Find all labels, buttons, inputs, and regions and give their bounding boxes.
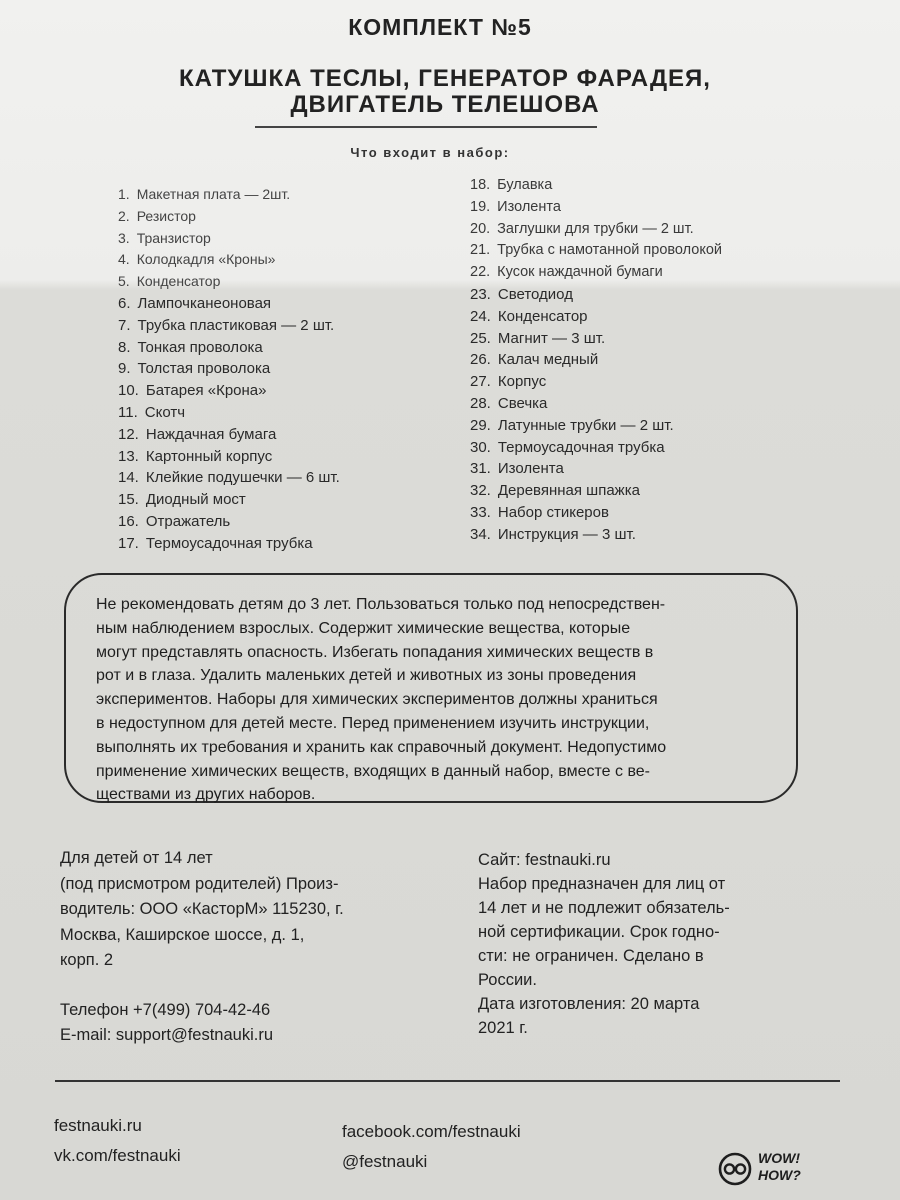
contents-item-text: Макетная плата — 2шт. xyxy=(136,186,291,202)
contents-item xyxy=(118,533,340,555)
warning-line: в недоступном для детей месте. Перед применением изучить инструкции, xyxy=(96,714,650,732)
footer-facebook: facebook.com/festnauki xyxy=(342,1122,521,1141)
contents-item-text: Трубка с намотанной проволокой xyxy=(497,242,723,259)
manufacturer-line: Москва, Каширское шоссе, д. 1, xyxy=(60,925,305,944)
warning-line: экспериментов. Наборы для химических экспериментов должны храниться xyxy=(96,691,658,709)
warning-line: ществами из других наборов. xyxy=(96,786,316,804)
contents-item-number: 30. xyxy=(470,438,491,456)
contents-item-number: 4. xyxy=(118,251,130,268)
footer-vk: vk.com/festnauki xyxy=(54,1146,181,1165)
contents-item-text: Батарея «Крона» xyxy=(145,382,267,400)
contents-item-number: 26. xyxy=(470,351,491,369)
safety-warning-box xyxy=(64,573,798,803)
contents-item-number: 28. xyxy=(470,394,491,412)
contents-item-text: Свечка xyxy=(497,394,548,412)
contents-item-text: Набор стикеров xyxy=(497,503,609,521)
contents-item xyxy=(118,293,340,315)
contents-item xyxy=(118,358,340,380)
contents-item-text: Латунные трубки — 2 шт. xyxy=(497,416,674,434)
certification-line: России. xyxy=(478,971,537,989)
contents-item-text: Толстая проволока xyxy=(137,360,271,378)
contents-item-number: 19. xyxy=(470,198,491,215)
contents-item-text: Инструкция — 3 шт. xyxy=(497,525,636,543)
contents-item xyxy=(118,424,340,446)
contents-item xyxy=(470,240,722,262)
title-divider xyxy=(255,126,597,128)
contents-item-number: 34. xyxy=(470,525,491,543)
contents-item-number: 25. xyxy=(470,329,491,347)
contents-heading: Что входит в набор: xyxy=(350,145,510,160)
contents-item-number: 1. xyxy=(118,186,130,202)
contents-list-right xyxy=(470,175,722,546)
contents-item-number: 31. xyxy=(470,460,491,478)
warning-line: Не рекомендовать детям до 3 лет. Пользоваться только под непосредствен- xyxy=(96,596,666,613)
logo-line-2: HOW? xyxy=(758,1167,801,1183)
contents-item-number: 7. xyxy=(118,316,131,334)
contents-item-number: 6. xyxy=(118,294,131,312)
contents-item xyxy=(118,206,340,228)
warning-line: применение химических веществ, входящих в данный набор, вместе с ве- xyxy=(96,762,650,780)
warning-line: могут представлять опасность. Избегать попадания химических веществ в xyxy=(96,643,654,661)
footer-links-left xyxy=(54,1111,181,1171)
contents-item-text: Кусок наждачной бумаги xyxy=(497,264,663,281)
contents-item-number: 33. xyxy=(470,503,491,521)
wow-how-logo-icon xyxy=(718,1152,752,1186)
contents-item xyxy=(470,306,722,328)
contents-item-text: Транзистор xyxy=(136,229,211,246)
contents-item-text: Лампочканеоновая xyxy=(137,294,272,312)
contents-item-text: Скотч xyxy=(144,403,186,421)
contents-item xyxy=(470,262,722,284)
contents-item-text: Светодиод xyxy=(497,285,573,303)
contents-item-text: Конденсатор xyxy=(136,273,221,290)
manufacturer-line: Для детей от 14 лет xyxy=(60,849,213,867)
contents-item xyxy=(118,271,340,293)
contents-item xyxy=(470,328,722,350)
contents-item-text: Картонный корпус xyxy=(145,447,273,465)
certification-line: 2021 г. xyxy=(478,1019,528,1037)
contents-item-number: 14. xyxy=(118,469,139,487)
footer-site: festnauki.ru xyxy=(54,1116,142,1135)
certification-line: ной сертификации. Срок годно- xyxy=(478,923,720,941)
contents-item-number: 24. xyxy=(470,307,491,325)
contents-item-number: 29. xyxy=(470,416,491,434)
contents-item-number: 12. xyxy=(118,425,139,443)
contents-item xyxy=(118,489,340,511)
kit-subtitle-line-2: ДВИГАТЕЛЬ ТЕЛЕШОВА xyxy=(290,91,600,118)
contents-item xyxy=(118,184,340,206)
contents-item xyxy=(118,249,340,271)
footer-handle: @festnauki xyxy=(342,1152,428,1171)
contents-item-text: Наждачная бумага xyxy=(145,425,277,443)
warning-line: ным наблюдением взрослых. Содержит химические вещества, которые xyxy=(96,619,631,637)
footer-divider xyxy=(55,1080,840,1082)
contents-item-text: Изолента xyxy=(497,198,561,215)
contents-item xyxy=(118,337,340,359)
contents-item xyxy=(118,467,340,489)
phone-number: Телефон +7(499) 704-42-46 xyxy=(60,1000,271,1019)
contents-item-text: Резистор xyxy=(136,207,196,224)
footer-links-middle xyxy=(342,1117,521,1177)
certification-line: Сайт: festnauki.ru xyxy=(478,851,611,869)
contents-item-text: Термоусадочная трубка xyxy=(497,438,665,456)
manufacturer-line: водитель: ООО «КасторМ» 115230, г. xyxy=(60,900,344,918)
contents-item-number: 18. xyxy=(470,177,491,193)
contents-item xyxy=(470,458,722,480)
contents-item-text: Калач медный xyxy=(497,351,599,369)
contents-item-text: Заглушки для трубки — 2 шт. xyxy=(497,220,694,237)
logo-line-1: WOW! xyxy=(758,1150,800,1166)
contents-item xyxy=(470,175,722,197)
contents-item xyxy=(118,511,340,533)
contents-item-number: 15. xyxy=(118,491,139,509)
warning-line: рот и в глаза. Удалить маленьких детей и животных из зоны проведения xyxy=(96,667,637,685)
contents-item xyxy=(470,284,722,306)
contents-list-left xyxy=(118,184,340,555)
contents-item-number: 20. xyxy=(470,220,491,237)
contents-item-number: 5. xyxy=(118,273,130,290)
contents-item xyxy=(470,480,722,502)
contents-item xyxy=(470,393,722,415)
contents-item-number: 21. xyxy=(470,242,491,259)
contents-item-number: 11. xyxy=(118,403,138,421)
wow-how-logo xyxy=(718,1148,824,1190)
manufacturer-contacts xyxy=(60,998,440,1049)
contents-item-text: Диодный мост xyxy=(145,491,246,509)
contents-item xyxy=(470,197,722,219)
warning-line: выполнять их требования и хранить как справочный документ. Недопустимо xyxy=(96,738,667,756)
contents-item-number: 8. xyxy=(118,338,131,356)
contents-item-text: Клейкие подушечки — 6 шт. xyxy=(145,469,340,487)
contents-item-text: Тонкая проволока xyxy=(137,338,263,356)
contents-item-number: 13. xyxy=(118,447,139,465)
email-address: E-mail: support@festnauki.ru xyxy=(60,1026,274,1044)
manufacturer-address xyxy=(60,846,440,974)
contents-item-number: 17. xyxy=(118,534,139,552)
contents-item-number: 32. xyxy=(470,482,491,500)
contents-item xyxy=(470,349,722,371)
contents-item-text: Конденсатор xyxy=(497,307,588,325)
contents-item-text: Трубка пластиковая — 2 шт. xyxy=(137,316,335,334)
contents-item-number: 23. xyxy=(470,285,491,303)
contents-item-text: Колодкадля «Кроны» xyxy=(136,251,276,268)
contents-item-number: 3. xyxy=(118,229,130,246)
contents-item xyxy=(118,380,340,402)
contents-item-text: Изолента xyxy=(497,460,564,478)
certification-line: Дата изготовления: 20 марта xyxy=(478,995,700,1013)
certification-info xyxy=(478,848,808,1040)
contents-item-number: 16. xyxy=(118,512,139,530)
contents-item xyxy=(118,228,340,250)
contents-item-number: 10. xyxy=(118,382,139,400)
certification-line: 14 лет и не подлежит обязатель- xyxy=(478,899,730,917)
contents-item-number: 9. xyxy=(118,360,131,378)
wow-how-logo-text xyxy=(758,1150,801,1184)
kit-subtitle-line-1: КАТУШКА ТЕСЛЫ, ГЕНЕРАТОР ФАРАДЕЯ, xyxy=(179,65,711,92)
manufacturer-line: (под присмотром родителей) Произ- xyxy=(60,874,339,893)
contents-item-number: 22. xyxy=(470,264,491,281)
contents-item-text: Термоусадочная трубка xyxy=(145,534,313,552)
certification-line: сти: не ограничен. Сделано в xyxy=(478,947,704,965)
certification-line: Набор предназначен для лиц от xyxy=(478,875,726,893)
manufacturer-info xyxy=(60,846,440,1049)
contents-item xyxy=(470,371,722,393)
contents-item xyxy=(470,524,722,546)
manufacturer-line: корп. 2 xyxy=(60,951,114,969)
kit-subtitle xyxy=(0,66,890,118)
contents-item-text: Отражатель xyxy=(145,512,231,530)
kit-title: КОМПЛЕКТ №5 xyxy=(348,14,532,40)
contents-item xyxy=(470,415,722,437)
contents-item-number: 27. xyxy=(470,373,491,391)
contents-item-text: Корпус xyxy=(497,373,547,391)
contents-item-number: 2. xyxy=(118,207,130,224)
contents-item xyxy=(118,446,340,468)
contents-item xyxy=(118,402,340,424)
contents-item xyxy=(470,219,722,241)
contents-item-text: Булавка xyxy=(497,177,553,193)
contents-item-text: Деревянная шпажка xyxy=(497,482,640,500)
contents-item xyxy=(118,315,340,337)
contents-item-text: Магнит — 3 шт. xyxy=(497,329,606,347)
contents-item xyxy=(470,502,722,524)
contents-item xyxy=(470,437,722,459)
